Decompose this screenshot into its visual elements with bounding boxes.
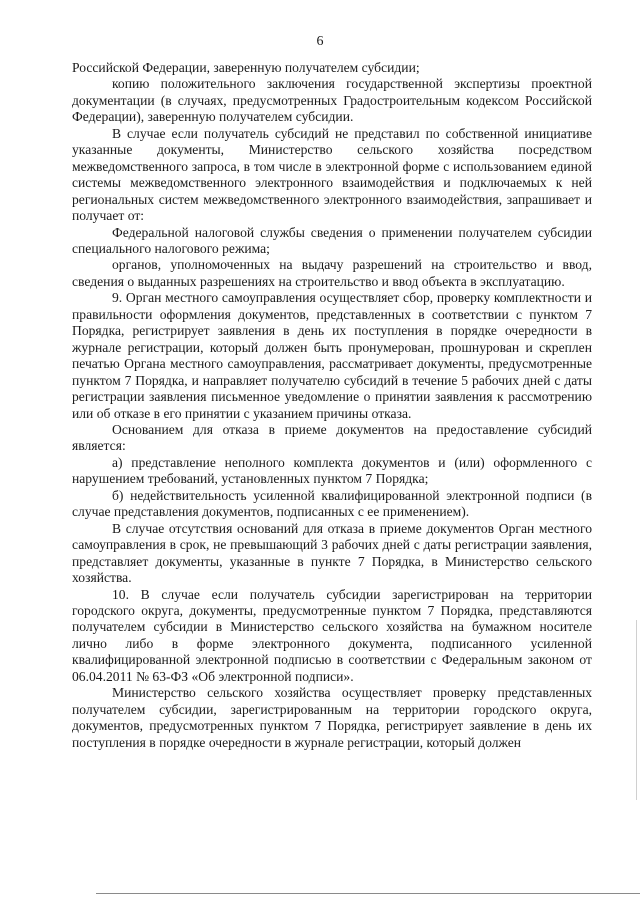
document-body — [72, 60, 592, 751]
paragraph-expertise-copy: копию положительного заключения государственной экспертизы проектной документации (в случаях, предусмотренных Градостроительным кодексом Российской Федерации), заверенную получателем субсидии. — [72, 76, 592, 125]
paragraph-refusal-a: а) представление неполного комплекта документов и (или) оформленного с нарушением требований, установленных пунктом 7 Порядка; — [72, 454, 592, 487]
paragraph-ministry-check: Министерство сельского хозяйства осуществляет проверку представленных получателем субсидии, зарегистрированным на территории городского округа, документов, предусмотренных пунктом 7 Порядка, регистрирует заявление в день их поступления в порядке очередности в журнале регистрации, который должен — [72, 685, 592, 750]
paragraph-item-9: 9. Орган местного самоуправления осуществляет сбор, проверку комплектности и правильности оформления документов, представленных в соответствии с пунктом 7 Порядка, регистрирует заявления в день их поступления в порядке очередности в журнале регистрации, который должен быть пронумерован, прошнурован и скреплен печатью Органа местного самоуправления, рассматривает документы, предусмотренные пунктом 7 Порядка, и направляет получателю субсидий в течение 5 рабочих дней с даты регистрации заявления письменное уведомление о принятии заявления к рассмотрению или об отказе в его принятии с указанием причины отказа. — [72, 290, 592, 421]
paragraph-tax-service: Федеральной налоговой службы сведения о применении получателем субсидии специального налогового режима; — [72, 224, 592, 256]
paragraph-continuation: Российской Федерации, заверенную получателем субсидии; — [72, 60, 420, 75]
paragraph-refusal-grounds: Основанием для отказа в приеме документов на предоставление субсидий является: — [72, 421, 592, 454]
scan-edge-mark — [636, 620, 637, 800]
paragraph-permit-authorities: органов, уполномоченных на выдачу разрешений на строительство и ввод, сведения о выданных разрешениях на строительство и ввод объекта в эксплуатацию. — [72, 257, 592, 289]
paragraph-interdepartmental-request: В случае если получатель субсидий не представил по собственной инициативе указанные документы, Министерство сельского хозяйства посредством межведомственного запроса, в том числе в электронной форме с использованием единой системы межведомственного электронного взаимодействия и подключаемых к ней региональных систем межведомственного электронного взаимодействия, запрашивает и получает от: — [72, 125, 592, 224]
paragraph-item-10: 10. В случае если получатель субсидии зарегистрирован на территории городского округа, документы, предусмотренные пунктом 7 Порядка, представляются получателем субсидии в Министерство сельского хозяйства на бумажном носителе лично либо в форме электронного документа, подписанного усиленной квалифицированной электронной подписью в соответствии с Федеральным законом от 06.04.2011 № 63-ФЗ «Об электронной подписи». — [72, 586, 592, 684]
page-number: 6 — [316, 34, 324, 49]
paragraph-no-refusal: В случае отсутствия оснований для отказа в приеме документов Орган местного самоуправления в срок, не превышающий 3 рабочих дней с даты регистрации заявления, представляет документы, указанные в пункте 7 Порядка, в Министерство сельского хозяйства. — [72, 520, 592, 586]
scan-bottom-line — [96, 893, 640, 894]
paragraph-refusal-b: б) недействительность усиленной квалифицированной электронной подписи (в случае представления документов, подписанных с ее применением). — [72, 487, 592, 520]
